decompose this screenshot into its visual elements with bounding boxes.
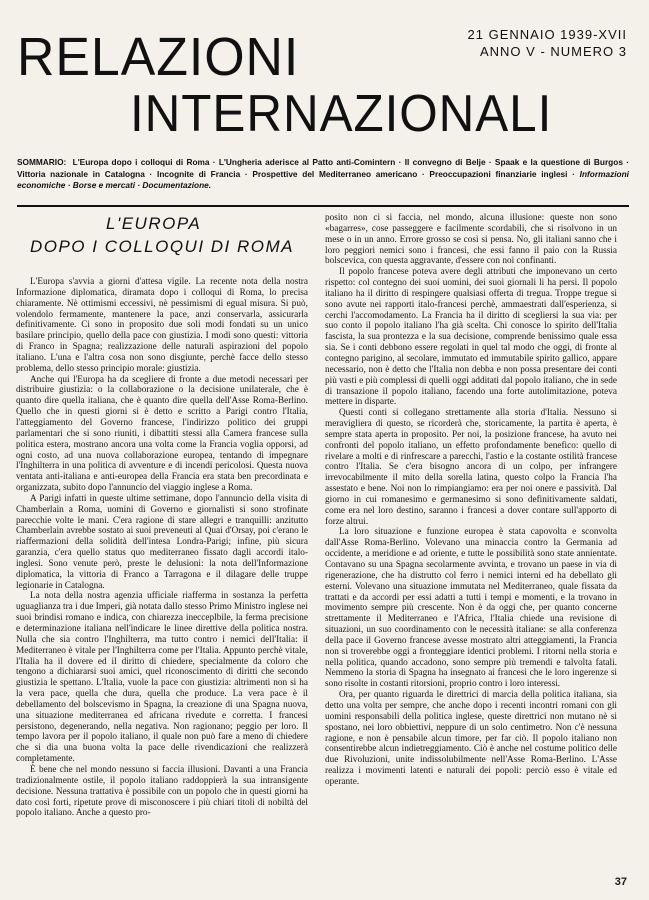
- paragraph: La nota della nostra agenzia ufficiale riafferma in sostanza la perfetta uguaglianza tra i due Imperi, già notata dallo stesso Primo Ministro inglese nei suoi brindisi romano e indica, con chiarezza inecceplbile, la ferma precisione e determinazione italiana nell'indicare le linee direttive della politica nostra. Nulla che sia contro l'Inghilterra, ma tutto contro i nemici dell'Italia: il Mediterraneo è vitale per l'Inghilterra come per l'Italia. Appunto perchè vitale, l'Italia ha il dovere ed il diritto di chiedere, specialmente da coloro che tengono a dichiararsi suoi amici, quel riconoscimento di diritti che secondo giustizia le spettano. L'Italia, vuole la pace con giustizia: altrimenti non si ha la vera pace, quella che dura, quella che produce. La vera pace è il debellamento del bolscevismo in Spagna, la creazione di una Spagna nuova, una situazione mediterranea ed africana rivedute e corretta. I francesi persistono, degenerando, nella negativa. Non ragionano; peggio per loro. Il tempo lavora per il popolo italiano, il quale non può fare a meno di chiedere che si dia una buona volta la pace delle rivendicazioni che realizzerà completamente.: [16, 591, 308, 765]
- article-column-right: [325, 213, 617, 788]
- paragraph: Ora, per quanto riguarda le direttrici di marcia della politica italiana, sia detto una volta per sempre, che anche dopo i recenti incontri romani con gli uomini responsabili della politica inglese, queste direttrici non mutano nè si spostano, nei loro obbiettivi, neppure di un solo centimetro. Non c'è nessuna ragione, e non è pensabile alcun timore, per far ciò. Il popolo italiano non consentirebbe alcun indietreggiamento. Ciò è anche nel costume politico delle due Rivoluzioni, unite indissolubilmente nell'Asse Roma-Berlino. L'Asse realizza i movimenti latenti e naturali dei popoli: perciò esso è vitale ed operante.: [325, 690, 617, 787]
- paragraph: A Parigi infatti in queste ultime settimane, dopo l'annuncio della visita di Chamberlain a Roma, uomini di Governo e giornalisti si sono strofinate parecchie volte le mani. C'era ragione di stare allegri e tranquilli: anzitutto Chamberlain avrebbe sostato ai suoi preveneuti al Quai d'Orsay, poi c'erano le riaffermazioni della solidità dell'intesa Londra-Parigi; infine, più sicura garanzia, c'era quello status quo mediterraneo fissato dagli accordi italo-inglesi. Sono venute però, preste le delusioni: la nota dell'Informazione diplomatica, la vittoria di Franco a Tarragona e il dilagare delle truppe legionarie in Catalogna.: [16, 493, 308, 591]
- summary-divider: [17, 205, 629, 207]
- paragraph: Questi conti si collegano strettamente alla storia d'Italia. Nessuno si meravigliera di questo, se ricorderà che, storicamente, la partita è aperta, è sempre stata aperta in proposito. Per noi, la posizione francese, ha avuto nei confronti del popolo italiano, un effetto profondamente benefico: quello di rivelare a molti e di rinfrescare a parecchi, l'astio e la costante ostilità francese contro l'Italia. Se c'era bisogno ancora di un colpo, per infrangere irrevocabilmente il mito della sorella latina, questo colpo la Francia l'ha assestato e bene. Noi non lo rimpiangiamo: era per noi onere e passività. Dal giorno in cui romanesimo e germanesimo si sono definitivamente saldati, come era nel loro destino, saranno i francesi a dover contare sull'apporto di forze altrui.: [325, 408, 617, 527]
- article-title-line2: DOPO I COLLOQUI DI ROMA: [29, 237, 295, 256]
- paragraph: È bene che nel mondo nessuno si faccia illusioni. Davanti a una Francia tradizionalmente ostile, il popolo italiano raddoppierà la sua intransigente decisione. Nessuna trattativa è possibile con un popolo che in questi giorni ha dato così forti, ripetute prove di misconoscere i più chiari titoli di nobiltà del popolo italiano. Anche a questo pro-: [16, 764, 308, 819]
- paragraph: Anche qui l'Europa ha da scegliere di fronte a due metodi necessari per distribuire giustizia: o la collaborazione o la decisione unilaterale, che è quanto dire quella italiana, che è quanto dire quella dell'Asse Roma-Berlino. Quello che in questi giorni si è detto e scritto a Parigi contro l'Italia, l'atteggiamento del Governo francese, l'indirizzo politico dei gruppi parlamentari che si sono riuniti, i dibattiti stessi alla Camera francese sulla politica estera, mostrano ancora una volta come la Francia voglia opporsi, ad ogni costo, ad una nuova collaborazione europea, tentando di impegnare l'Inghilterra in una politica di avventure e di incendi pericolosi. Questa nuova ventata anti-italiana e anti-europea della Francia era stata ben precordinata e organizzata, subito dopo l'annuncio del viaggio inglese a Roma.: [16, 374, 308, 494]
- paragraph: L'Europa s'avvia a giorni d'attesa vigile. La recente nota della nostra Informazione diplomatica, diramata dopo i colloqui di Roma, lo precisa chiaramente. Nè ottimismi eccessivi, nè pessimismi di egual misura. Si può, volendolo fermamente, mantenere la pace, anzi conservarla, assicurarla definitivamente. Ci sono in proposito due soli modi fondati su un unico basilare principio, quello della pace con giustizia. I modi sono questi: vittoria di Franco in Spagna; realizzazione delle naturali aspirazioni del popolo italiano. L'una e l'altra cosa non sono disgiunte, perchè facce dello stesso problema, dello stesso principio morale: giustizia.: [16, 277, 308, 374]
- summary-items: L'Europa dopo i colloqui di Roma · L'Ungheria aderisce al Patto anti-Comintern · Il convegno di Belje · Spaak e la questione di Burgos · Vittoria nazionale in Catalogna · Incognite di Francia · Prospettive del Mediterraneo americano · Preoccupazioni finanziarie inglesi ·: [17, 157, 629, 179]
- article-title-line1: L'EUROPA: [106, 214, 202, 233]
- masthead-title-line2: INTERNAZIONALI: [130, 85, 553, 143]
- article-column-left: [16, 213, 308, 819]
- issue-info: [468, 26, 627, 60]
- issue-number: ANNO V - NUMERO 3: [479, 44, 627, 59]
- paragraph: Il popolo francese poteva avere degli attributi che imponevano un certo rispetto: col contegno dei suoi uomini, dei suoi giornali li ha persi. Il popolo italiano ha il diritto di respingere qualsiasi offerta di tregua. Troppe tregue si sono avute nei rapporti italo-francesi perchè, ammaestrati dall'esperienza, si cerchi l'accomodamento. La Francia ha il diritto di scegliersi la sua via: per suo conto il popolo italiano l'ha già scelta. Chi conosce lo spirito dell'Italia fascista, la sua prontezza e la sua decisione, comprende benissimo quale essa sia. Se i conti debbono essere regolati in quel tal modo che oggi, di fronte al contegno parigino, al secolare, immutato ed immutabile spirito gallico, appare necessario, non è detto che l'Italia non debba e non possa presentare dei conti più vasti e più complessi di quelli oggi additati dal popolo italiano, che in sede di transazione il popolo italiano, facendo una forte autolimitazione, poteva mettere in disparte.: [325, 267, 617, 408]
- summary-italic-items: Informazioni economiche · Borse e mercati · Documentazione.: [17, 168, 629, 191]
- summary-label: SOMMARIO:: [17, 157, 67, 167]
- masthead-title-line1: RELAZIONI: [17, 27, 300, 87]
- page-number: 37: [614, 876, 627, 888]
- paragraph: posito non ci si faccia, nel mondo, alcuna illusione: queste non sono «bagarres», cose passeggere e facilmente scordabili, che si risolvono in un mese o in un anno. Errore grosso se così si pensa. No, gli italiani sanno che i loro peggiori nemici sono i francesi, che essi fanno il paio con la Russia bolscevica, con questa aggravante, d'essere con noi confinanti.: [325, 213, 617, 267]
- summary: [17, 157, 629, 192]
- paragraph: La loro situazione e funzione europea è stata capovolta e sconvolta dall'Asse Roma-Berlino. Volevano una minaccia contro la Germania ad occidente, a meridione e ad oriente, e tutte le possibilità sono state annientate. Contavano su una Spagna secolarmente avvinta, e trovano un paese in via di rigenerazione, che ha distrutto col ferro i nemici interni ed ha debellato gli esterni. Volevano una situazione immutata nel Mediterraneo, quale fissata da trattati e da accordi per essi adatti a tutti i tempi e momenti, e la trovano in movimento sempre più crescente. Non è da oggi che, per quanto concerne strettamente il Mediterraneo e l'Africa, l'Italia chiede una revisione di situazioni, un suo coordinamento con le necessità italiane: se alla conferenza della pace il Governo francese avesse mostrato altri atteggiamenti, la Francia non si troverebbe oggi a fronteggiare identici problemi. I ritorni nella storia e nella politica, quando accadono, sono sempre più tremendi e talvolta fatali. Nemmeno la storia di Spagna ha insegnato ai francesi che le loro ingerenze si sono risolte in costanti ritorsioni, proprio contro i loro interessi.: [325, 527, 617, 690]
- article-title: [16, 213, 308, 259]
- issue-date: 21 GENNAIO 1939-XVII: [467, 27, 627, 42]
